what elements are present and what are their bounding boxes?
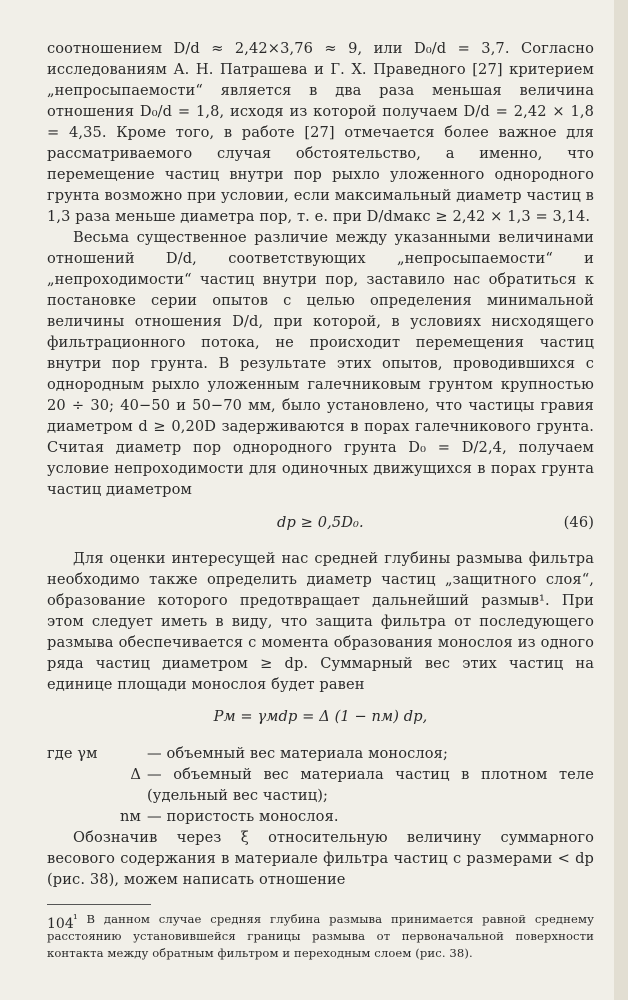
equation-46-formula: dр ≥ 0,5D₀. bbox=[277, 514, 364, 531]
definition-symbol: где γм bbox=[47, 745, 98, 762]
paragraph-4: Обозначив через ξ относительную величину суммарного весового содержания в материале фильтра частиц с размерами < dр (рис. 38), можем написать отношение bbox=[47, 829, 594, 888]
page-edge bbox=[614, 0, 628, 1000]
symbol-definitions bbox=[47, 743, 594, 827]
footnote-divider bbox=[47, 904, 151, 905]
definition-symbol: Δ bbox=[130, 766, 141, 783]
footnote: ¹ В данном случае средняя глубина размыва принимается равной среднему расстоянию установившейся границы размыва от первоначальной поверхности контакта между обратным фильтром и переходным слоем (рис. 38). bbox=[47, 912, 594, 960]
page-body bbox=[47, 38, 594, 962]
definition-text: объемный вес материала частиц в плотном теле (удельный вес частиц); bbox=[147, 766, 594, 804]
definition-gamma: где γм — объемный вес материала монослоя; bbox=[47, 745, 449, 762]
page-number: 104 bbox=[47, 916, 74, 932]
definition-text: объемный вес материала монослоя; bbox=[166, 745, 449, 762]
definition-text: пористость монослоя. bbox=[166, 808, 339, 825]
equation-pm: Pм = γмdр = Δ (1 − nм) dр, bbox=[213, 708, 428, 725]
paragraph-3: Для оценки интересущей нас средней глубины размыва фильтра необходимо также определить диаметр частиц „защитного слоя“, образование которого предотвращает дальнейший размыв¹. При этом следует иметь в виду, что защита фильтра от последующего размыва обеспечивается с момента образования монослоя из одного ряда частиц диаметром ≥ dр. Суммарный вес этих частиц на единице площади монослоя будет равен bbox=[47, 550, 594, 693]
equation-46-number: (46) bbox=[563, 514, 594, 531]
definition-delta: Δ — объемный вес материала частиц в плотном теле (удельный вес частиц); bbox=[47, 764, 594, 806]
paragraph-1: соотношением D/d ≈ 2,42×3,76 ≈ 9, или D₀/d = 3,7. Согласно исследованиям А. Н. Патрашева и Г. Х. Праведного [27] критерием „непросыпаемости“ является в два раза меньшая величина отношения D₀/d = 1,8, исходя из которой получаем D/d = 2,42 × 1,8 = 4,35. Кроме того, в работе [27] отмечается более важное для рассматриваемого случая обстоятельство, а именно, что перемещение частиц внутри пор рыхло уложенного однородного грунта возможно при условии, если максимальный диаметр частиц в 1,3 раза меньше диаметра пор, т. е. при D/dмакс ≥ 2,42 × 1,3 = 3,14. bbox=[47, 40, 594, 225]
equation-46 bbox=[47, 510, 594, 536]
definition-porosity: nм — пористость монослоя. bbox=[47, 806, 594, 827]
definition-symbol: nм bbox=[120, 808, 141, 825]
paragraph-2: Весьма существенное различие между указанными величинами отношений D/d, соответствующих „непросыпаемости“ и „непроходимости“ частиц внутри пор, заставило нас обратиться к постановке серии опытов с целью определения минимальной величины отношения D/d, при которой, в условиях нисходящего фильтрационного потока, не происходит перемещения частиц внутри пор грунта. В результате этих опытов, проводившихся с однородным рыхло уложенным галечниковым грунтом крупностью 20 ÷ 30; 40−50 и 50−70 мм, было установлено, что частицы гравия диаметром d ≥ 0,20D задерживаются в порах галечникового грунта. Считая диаметр пор однородного грунта D₀ = D/2,4, получаем условие непроходимости для одиночных движущихся в порах грунта частиц диаметром bbox=[47, 229, 594, 498]
